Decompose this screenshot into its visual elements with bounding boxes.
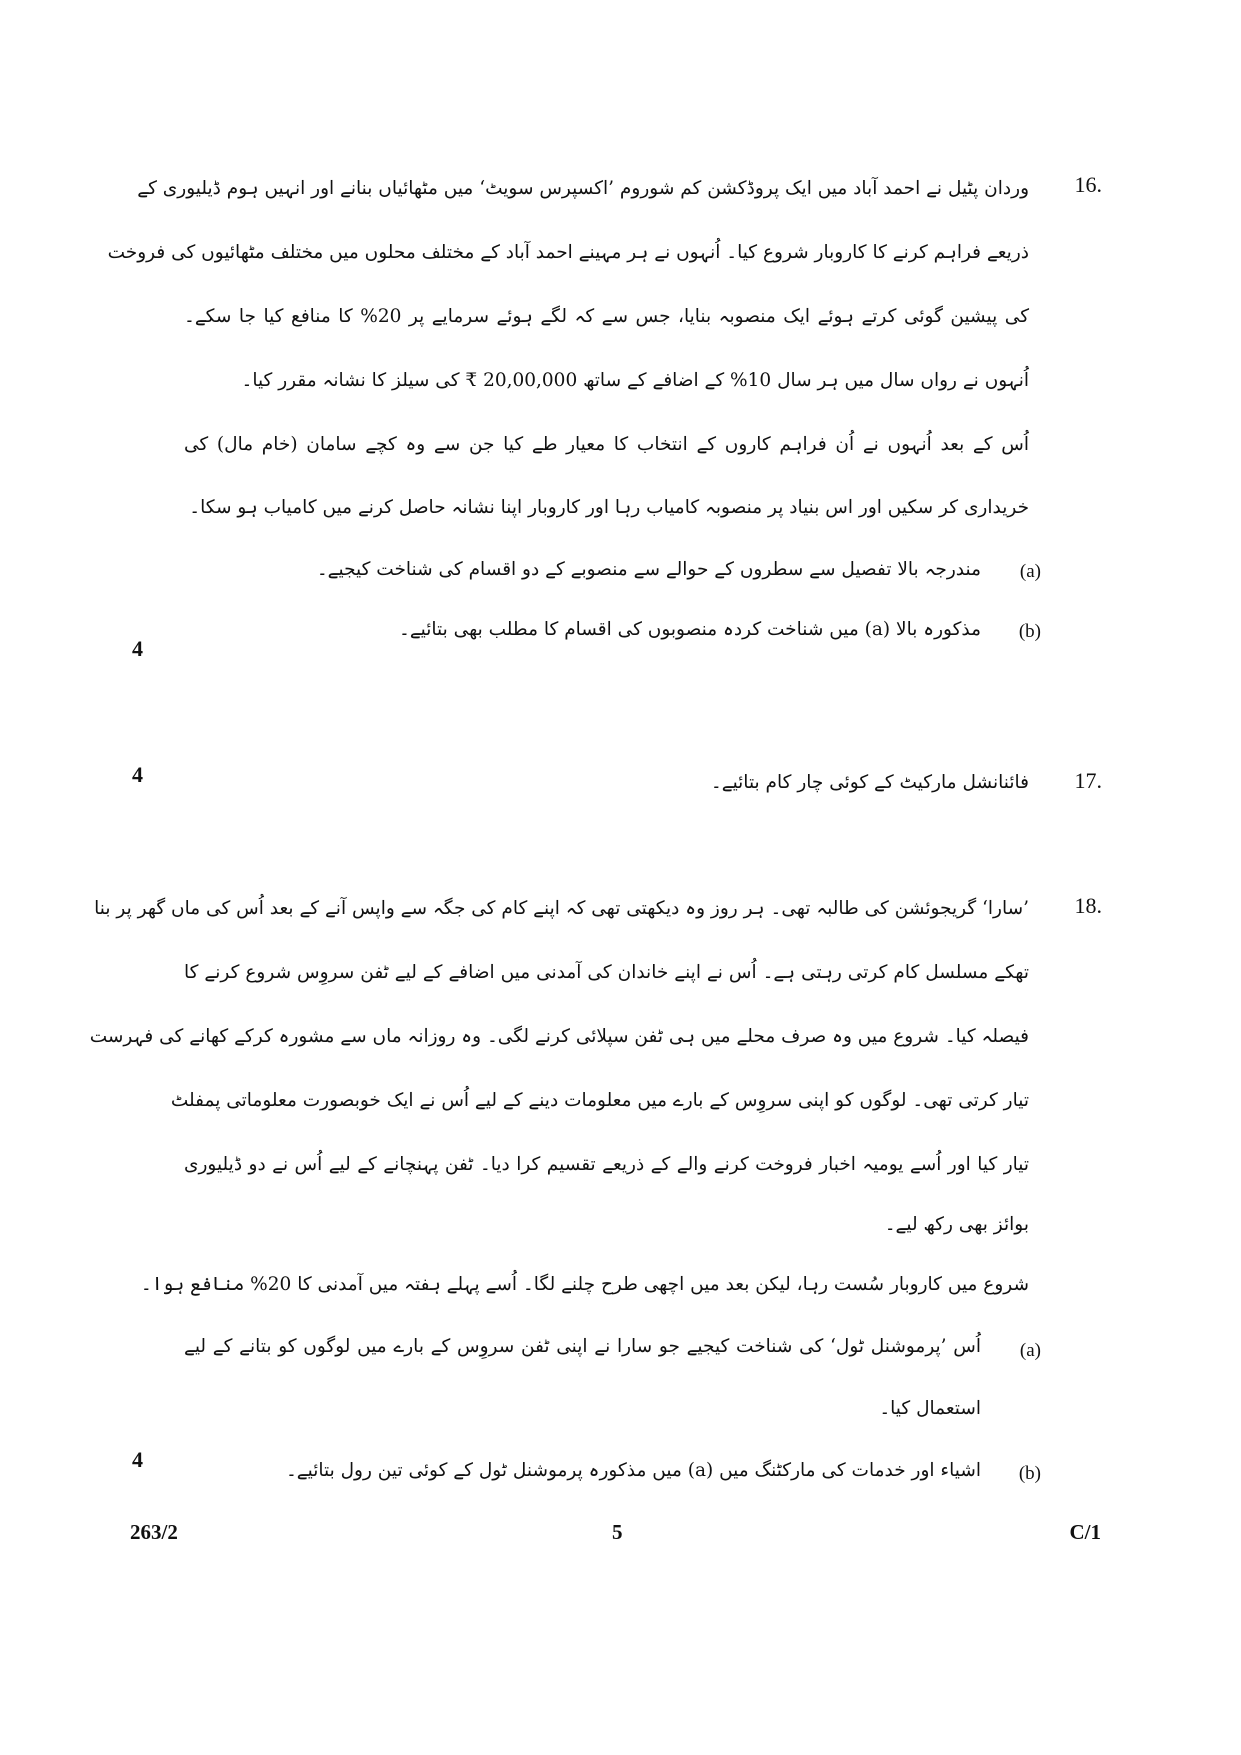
paper-code: 263/2 [130, 1520, 178, 1544]
sub-question-b-text: مذکورہ بالا (a) میں شناخت کردہ منصوبوں کی اقسام کا مطلب بھی بتائیے۔ [398, 619, 981, 640]
question-18-line-5: تیار کیا اور اُسے یومیہ اخبار فروخت کرنے والے کے ذریعے تقسیم کرا دیا۔ ٹفن پہنچانے کے لیے اُس نے دو ڈیلیوری [184, 1154, 1029, 1175]
question-16-line-2: ذریعے فراہم کرنے کا کاروبار شروع کیا۔ اُنہوں نے ہر مہینے احمد آباد کے مختلف محلوں میں مختلف مٹھائیوں کی فروخت [107, 242, 1029, 263]
sub-question-b-text: اشیاء اور خدمات کی مارکٹنگ میں (a) میں مذکورہ پرموشنل ٹول کے کوئی تین رول بتائیے۔ [285, 1460, 981, 1481]
question-18-line-6: بوائز بھی رکھ لیے۔ [884, 1214, 1029, 1235]
question-17-text: فائنانشل مارکیٹ کے کوئی چار کام بتائیے۔ [710, 772, 1029, 793]
marks: 4 [132, 636, 143, 661]
question-16-line-1: وردان پٹیل نے احمد آباد میں ایک پروڈکشن کم شوروم ’اکسپرس سویٹ‘ میں مٹھائیاں بنانے اور انہیں ہوم ڈیلیوری کے [137, 178, 1029, 199]
question-16-line-3: کی پیشین گوئی کرتے ہوئے ایک منصوبہ بنایا، جس سے کہ لگے ہوئے سرمایے پر 20% کا منافع کیا جا سکے۔ [184, 306, 1029, 327]
question-16-line-5: اُس کے بعد اُنہوں نے اُن فراہم کاروں کے انتخاب کا معیار طے کیا جن سے وہ کچے سامان (خام مال) کی [184, 434, 1029, 455]
question-number: 17. [1074, 768, 1102, 793]
sub-question-a-line-2: استعمال کیا۔ [879, 1398, 981, 1419]
sub-question-label: (b) [1018, 1463, 1041, 1484]
sub-question-label: (b) [1018, 621, 1041, 642]
page-number: 5 [612, 1520, 623, 1544]
question-18-line-7: شروع میں کاروبار سُست رہا، لیکن بعد میں اچھی طرح چلنے لگا۔ اُسے پہلے ہفتہ میں آمدنی کا 20% منافع ہوا۔ [140, 1274, 1029, 1295]
set-code: C/1 [1069, 1520, 1101, 1544]
sub-question-label: (a) [1019, 1340, 1041, 1361]
question-number: 16. [1074, 172, 1102, 197]
sub-question-label: (a) [1019, 561, 1041, 582]
question-16-line-4: اُنہوں نے رواں سال میں ہر سال 10% کے اضافے کے ساتھ 20,00,000 ₹ کی سیلز کا نشانہ مقرر کیا۔ [241, 370, 1029, 391]
question-18-line-4: تیار کرتی تھی۔ لوگوں کو اپنی سروِس کے بارے میں معلومات دینے کے لیے اُس نے ایک خوبصورت معلوماتی پمفلٹ [170, 1090, 1029, 1111]
question-18-line-3: فیصلہ کیا۔ شروع میں وہ صرف محلے میں ہی ٹفن سپلائی کرنے لگی۔ وہ روزانہ ماں سے مشورہ کرکے کھانے کی فہرست [89, 1026, 1029, 1047]
sub-question-a-line-1: اُس ’پرموشنل ٹول‘ کی شناخت کیجیے جو سارا نے اپنی ٹفن سروِس کے بارے میں لوگوں کو بتانے کے لیے [184, 1336, 981, 1357]
marks: 4 [132, 1447, 143, 1472]
question-16-line-6: خریداری کر سکیں اور اس بنیاد پر منصوبہ کامیاب رہا اور کاروبار اپنا نشانہ حاصل کرنے میں کامیاب ہو سکا۔ [189, 497, 1029, 518]
question-18-line-1: ’سارا‘ گریجوئشن کی طالبہ تھی۔ ہر روز وہ دیکھتی تھی کہ اپنے کام کی جگہ سے واپس آنے کے بعد اُس کی ماں گھر پر بنا [94, 898, 1029, 919]
sub-question-a-text: مندرجہ بالا تفصیل سے سطروں کے حوالے سے منصوبے کے دو اقسام کی شناخت کیجیے۔ [316, 559, 981, 580]
marks: 4 [132, 762, 143, 787]
question-18-line-2: تھکے مسلسل کام کرتی رہتی ہے۔ اُس نے اپنے خاندان کی آمدنی میں اضافے کے لیے ٹفن سروِس شروع کرنے کا [184, 962, 1029, 983]
question-number: 18. [1074, 893, 1102, 918]
